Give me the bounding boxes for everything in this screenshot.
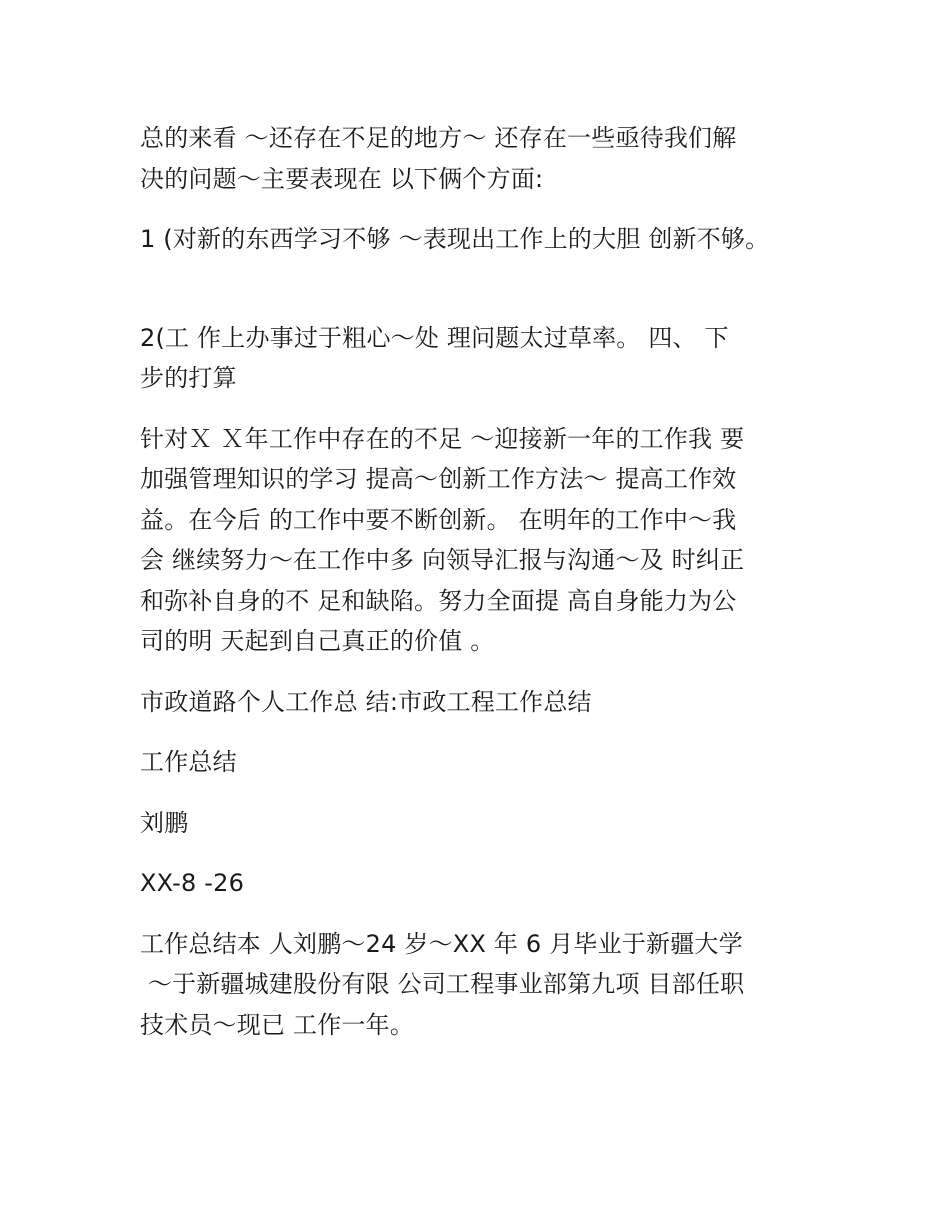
text-line: ～于新疆城建股份有限 公司工程事业部第九项 目部任职 <box>140 970 745 998</box>
text-line: 决的问题～主要表现在 以下俩个方面: <box>140 164 544 193</box>
text-line: 市政道路个人工作总 结:市政工程工作总结 <box>140 687 592 716</box>
text-line: 会 继续努力～在工作中多 向领导汇报与沟通～及 时纠正 <box>140 546 745 574</box>
text-line: XX-8 -26 <box>140 869 245 897</box>
text-line: 刘鹏 <box>140 808 189 837</box>
paragraph-introduction <box>140 924 830 1046</box>
section-heading <box>140 682 830 723</box>
author-name <box>140 803 830 844</box>
paragraph-item-2 <box>140 318 830 399</box>
text-line: 步的打算 <box>140 364 237 392</box>
document-body <box>140 118 830 1045</box>
paragraph-summary <box>140 118 830 199</box>
text-line: 1 (对新的东西学习不够 ～表现出工作上的大胆 创新不够。 <box>140 225 770 253</box>
text-line: 针对Ｘ Ｘ年工作中存在的不足 ～迎接新一年的工作我 要 <box>140 424 745 453</box>
text-line: 司的明 天起到自己真正的价值 。 <box>140 627 495 655</box>
text-line: 总的来看 ～还存在不足的地方～ 还存在一些亟待我们解 <box>140 124 737 152</box>
text-line: 工作总结 <box>140 748 237 776</box>
text-line: 和弥补自身的不 足和缺陷。努力全面提 高自身能力为公 <box>140 586 737 615</box>
document-title <box>140 742 830 783</box>
document-date <box>140 863 830 904</box>
text-line: 益。在今后 的工作中要不断创新。 在明年的工作中～我 <box>140 505 737 534</box>
text-line: 加强管理知识的学习 提高～创新工作方法～ 提高工作效 <box>140 465 737 493</box>
paragraph-item-1 <box>140 219 830 260</box>
text-line: 2(工 作上办事过于粗心～处 理问题太过草率。 四、 下 <box>140 323 729 352</box>
text-line: 工作总结本 人刘鹏～24 岁～XX 年 6 月毕业于新疆大学 <box>140 929 743 958</box>
text-line: 技术员～现已 工作一年。 <box>140 1010 415 1039</box>
paragraph-next-year-plan <box>140 419 830 662</box>
